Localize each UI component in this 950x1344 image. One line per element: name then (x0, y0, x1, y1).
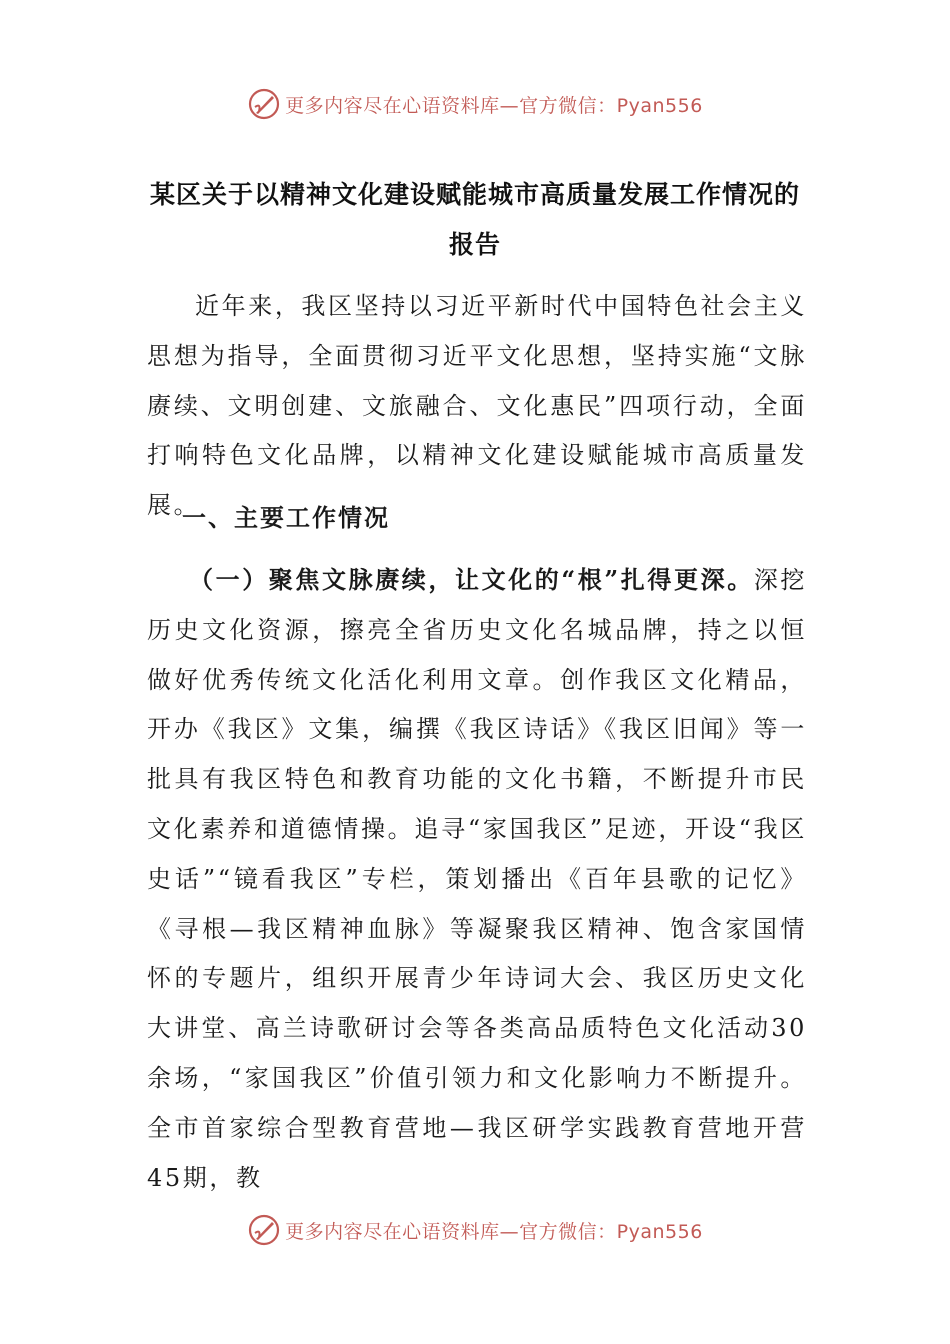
subsection-lead: （一）聚焦文脉赓续，让文化的“根”扎得更深。 (189, 565, 754, 594)
section-heading-main-work: 一、主要工作情况 (182, 503, 390, 532)
quill-logo-icon (247, 1213, 281, 1247)
document-title-line2: 报告 (448, 230, 501, 259)
intro-paragraph: 近年来，我区坚持以习近平新时代中国特色社会主义思想为指导，全面贯彻习近平文化思想，坚持实施“文脉赓续、文明创建、文旅融合、文化惠民”四项行动，全面打响特色文化品牌，以精神文化建设赋能城市高质量发展。 (147, 292, 807, 520)
watermark-text: 更多内容尽在心语资料库—官方微信：Pyan556 (285, 94, 703, 117)
subsection-paragraph-1 (147, 555, 807, 1203)
watermark-header (0, 84, 950, 124)
watermark-footer (0, 1210, 950, 1250)
watermark-text: 更多内容尽在心语资料库—官方微信：Pyan556 (285, 1220, 703, 1243)
document-title-line1: 某区关于以精神文化建设赋能城市高质量发展工作情况的 (149, 180, 800, 209)
quill-logo-icon (247, 87, 281, 121)
subsection-body: 深挖历史文化资源，擦亮全省历史文化名城品牌，持之以恒做好优秀传统文化活化利用文章。创作我区文化精品，开办《我区》文集，编撰《我区诗话》《我区旧闻》等一批具有我区特色和教育功能的文化书籍，不断提升市民文化素养和道德情操。追寻“家国我区”足迹，开设“我区史话”“镜看我区”专栏，策划播出《百年县歌的记忆》《寻根—我区精神血脉》等凝聚我区精神、饱含家国情怀的专题片，组织开展青少年诗词大会、我区历史文化大讲堂、高兰诗歌研讨会等各类高品质特色文化活动30余场，“家国我区”价值引领力和文化影响力不断提升。全市首家综合型教育营地—我区研学实践教育营地开营45期，教 (147, 566, 808, 1192)
